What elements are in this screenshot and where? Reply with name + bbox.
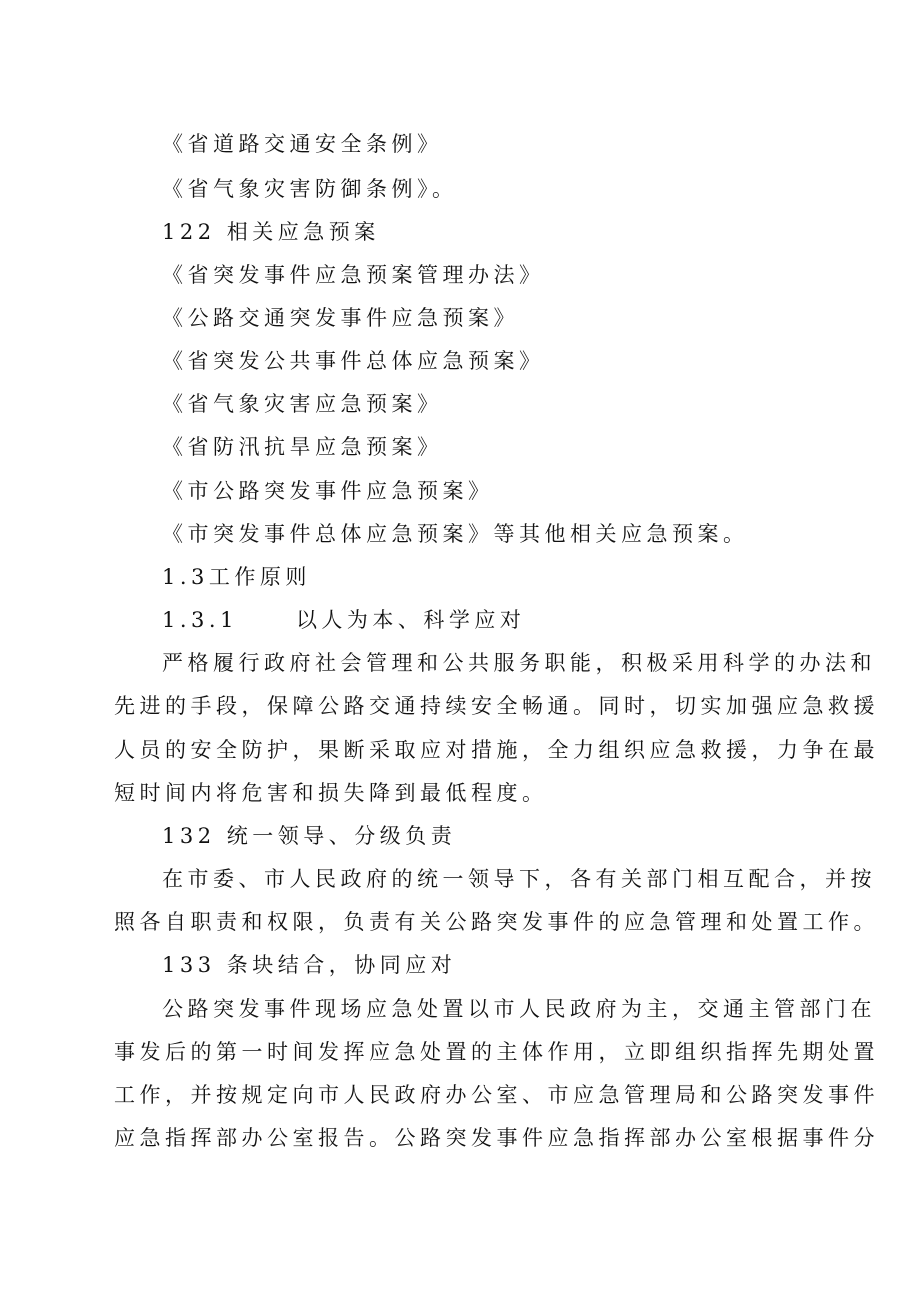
law-reference: 《省道路交通安全条例》 — [162, 132, 443, 156]
section-131-heading — [162, 605, 525, 635]
plan-reference: 《公路交通突发事件应急预案》 — [162, 306, 519, 330]
paragraph-line: 工作，并按规定向市人民政府办公室、市应急管理局和公路突发事件 — [114, 1083, 879, 1107]
paragraph-line: 事发后的第一时间发挥应急处置的主体作用，立即组织指挥先期处置 — [114, 1040, 879, 1064]
paragraph-line: 先进的手段，保障公路交通持续安全畅通。同时，切实加强应急救援 — [114, 694, 879, 718]
plan-reference: 《省突发公共事件总体应急预案》 — [162, 349, 545, 373]
section-132-heading: 132 统一领导、分级负责 — [162, 824, 457, 848]
section-title: 以人为本、科学应对 — [295, 608, 526, 632]
paragraph-line: 人员的安全防护，果断采取应对措施，全力组织应急救援，力争在最 — [114, 738, 879, 762]
section-number: 1.3.1 — [162, 608, 238, 632]
section-13-heading: 1.3工作原则 — [162, 565, 311, 589]
plan-reference: 《省突发事件应急预案管理办法》 — [162, 263, 545, 287]
paragraph-line: 照各自职责和权限，负责有关公路突发事件的应急管理和处置工作。 — [114, 910, 879, 934]
paragraph-line: 在市委、市人民政府的统一领导下，各有关部门相互配合，并按 — [162, 867, 876, 891]
section-133-heading: 133 条块结合，协同应对 — [162, 953, 457, 977]
section-122-heading: 122 相关应急预案 — [162, 220, 380, 244]
paragraph-line: 应急指挥部办公室报告。公路突发事件应急指挥部办公室根据事件分 — [114, 1126, 879, 1150]
law-reference: 《省气象灾害防御条例》。 — [162, 177, 458, 201]
plan-reference: 《市公路突发事件应急预案》 — [162, 479, 494, 503]
paragraph-line: 严格履行政府社会管理和公共服务职能，积极采用科学的办法和 — [162, 651, 876, 675]
plan-reference: 《市突发事件总体应急预案》等其他相关应急预案。 — [162, 522, 749, 546]
plan-reference: 《省气象灾害应急预案》 — [162, 392, 443, 416]
paragraph-line: 短时间内将危害和损失降到最低程度。 — [114, 781, 548, 805]
plan-reference: 《省防汛抗旱应急预案》 — [162, 435, 443, 459]
paragraph-line: 公路突发事件现场应急处置以市人民政府为主，交通主管部门在 — [162, 997, 876, 1021]
